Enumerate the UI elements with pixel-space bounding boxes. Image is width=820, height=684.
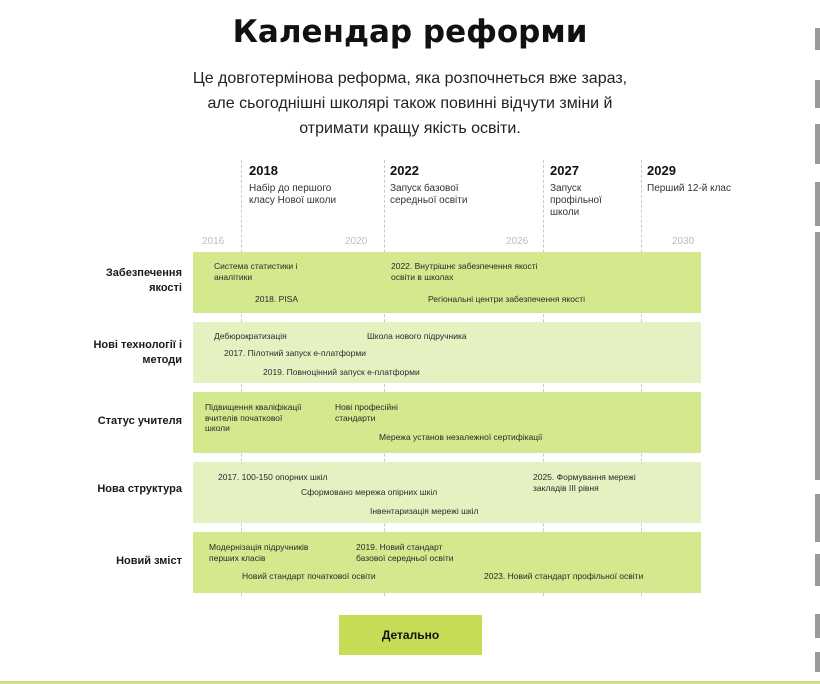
axis-label: 2020 <box>345 236 368 247</box>
timeline-event: 2023. Новий стандарт профільної освіти <box>484 571 644 581</box>
timeline-event: Інвентаризація мережі шкіл <box>370 506 479 516</box>
timeline-event: 2017. Пілотний запуск е-платформи <box>224 348 366 358</box>
timeline-event: Регіональні центри забезпечення якості <box>428 294 585 304</box>
scroll-indicator[interactable] <box>815 80 820 108</box>
timeline-event: Школа нового підручника <box>367 331 467 341</box>
details-button[interactable]: Детально <box>339 615 482 655</box>
page-subtitle: Це довготермінова реформа, яка розпочнеться вже зараз, але сьогоднішні школярі також повинні відчути зміни й отримати кращу якість освіти. <box>192 70 628 137</box>
milestone-year: 2027 <box>550 163 579 178</box>
milestone-description: Набір до першого класу Нової школи <box>249 183 337 206</box>
milestone-2029 <box>647 163 747 195</box>
row-label-technology: Нові технології і методи <box>93 339 182 366</box>
timeline-event: 2017. 100-150 опорних шкіл <box>218 472 328 482</box>
milestone-description: Запуск профільної школи <box>550 183 602 218</box>
timeline-event: 2019. Новий стандарт базової середньої освіти <box>356 542 454 563</box>
row-label-teacher-status: Статус учителя <box>97 415 182 427</box>
timeline-event: Система статистики і аналітики <box>214 261 298 282</box>
timeline-event: Дебюрократизація <box>214 331 287 341</box>
timeline-event: Новий стандарт початкової освіти <box>242 571 376 581</box>
milestone-year: 2029 <box>647 163 676 178</box>
timeline-event: Сформовано мережа опірних шкіл <box>301 487 438 497</box>
milestone-2018 <box>249 163 349 207</box>
milestone-description: Перший 12-й клас <box>647 183 731 194</box>
row-label-structure: Нова структура <box>97 483 182 495</box>
axis-label: 2030 <box>672 236 695 247</box>
axis-label: 2026 <box>506 236 529 247</box>
milestone-year: 2018 <box>249 163 278 178</box>
row-label-content: Новий зміст <box>116 555 182 567</box>
milestone-2027 <box>550 163 620 219</box>
timeline-event: 2019. Повноцінний запуск е-платформи <box>263 367 420 377</box>
milestone-description: Запуск базової середньої освіти <box>390 183 468 206</box>
axis-label: 2016 <box>202 236 225 247</box>
timeline-event: Модернізація підручників перших класів <box>209 542 309 563</box>
scroll-indicator[interactable] <box>815 652 820 672</box>
milestone-year: 2022 <box>390 163 419 178</box>
scroll-indicator[interactable] <box>815 28 820 50</box>
scroll-indicator[interactable] <box>815 182 820 226</box>
timeline-event: Мережа установ незалежної сертифікації <box>379 432 543 442</box>
timeline-event: 2022. Внутрішнє забезпечення якості освіти в школах <box>391 261 538 282</box>
scroll-indicator[interactable] <box>815 494 820 542</box>
timeline-event: 2025. Формування мережі закладів III рівня <box>533 472 636 493</box>
milestone-2022 <box>390 163 490 207</box>
scroll-indicator[interactable] <box>815 554 820 586</box>
timeline-event: Підвищення кваліфікації вчителів початкової школи <box>205 402 302 433</box>
scroll-indicator[interactable] <box>815 232 820 480</box>
page-title: Календар реформи <box>232 14 588 50</box>
scroll-indicator[interactable] <box>815 614 820 638</box>
scroll-indicator[interactable] <box>815 124 820 164</box>
timeline-event: Нові професійні стандарти <box>335 402 398 423</box>
timeline-event: 2018. PISA <box>255 294 299 304</box>
row-label-quality: Забезпечення якості <box>105 267 182 294</box>
